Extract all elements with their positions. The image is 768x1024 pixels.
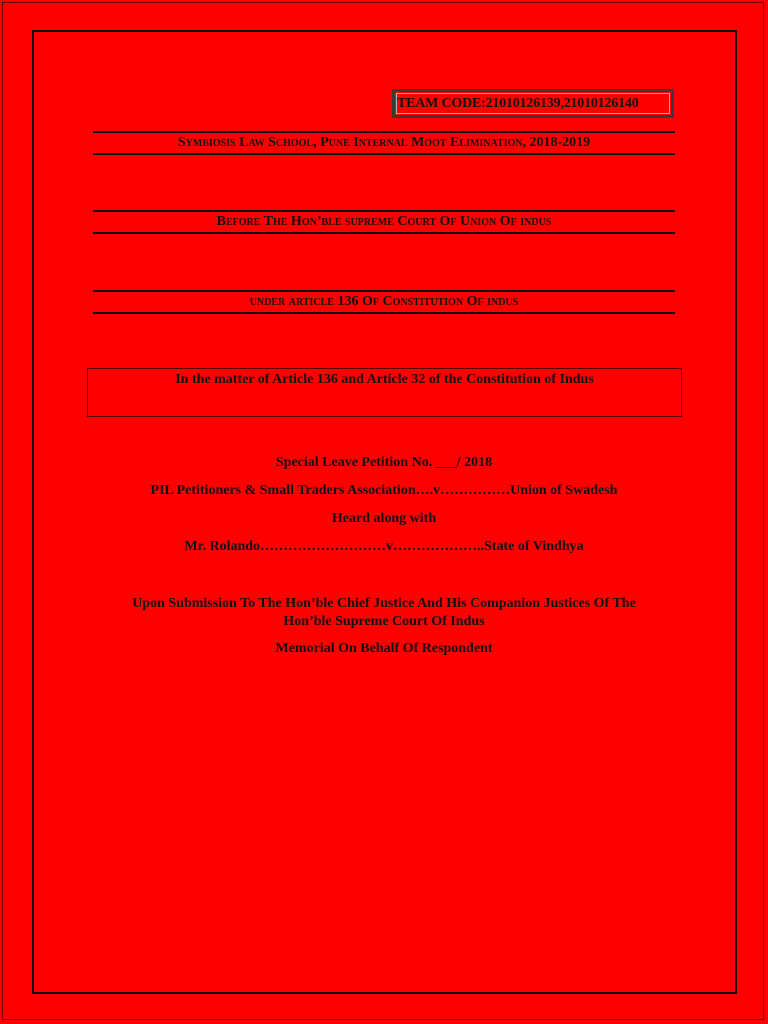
competition-banner: Symbiosis Law School, Pune Internal Moot Elimination, 2018-2019: [93, 131, 675, 155]
parties-line-2: Mr. Rolando………………………v………………..State of Vindhya: [184, 539, 584, 554]
article-banner: under article 136 Of Constitution Of indus: [93, 290, 675, 314]
matter-box: [87, 368, 682, 417]
parties-line-1: PIL Petitioners & Small Traders Association….v……………Union of Swadesh: [150, 483, 618, 498]
heard-along-with: Heard along with: [331, 511, 437, 526]
submission-block: [80, 595, 688, 631]
matter-text: In the matter of Article 136 and Article 32 of the Constitution of Indus: [175, 372, 594, 387]
slp-number: Special Leave Petition No. ___/ 2018: [275, 455, 493, 470]
team-code-box: TEAM CODE:21010126139,21010126140: [392, 89, 674, 118]
submission-line-2: Hon’ble Supreme Court Of Indus: [283, 614, 485, 629]
memorial-on-behalf: Memorial On Behalf Of Respondent: [275, 641, 493, 656]
submission-line-1: Upon Submission To The Hon’ble Chief Justice And His Companion Justices Of The: [132, 596, 636, 611]
court-banner: Before The Hon’ble supreme Court Of Union Of indus: [93, 210, 675, 234]
